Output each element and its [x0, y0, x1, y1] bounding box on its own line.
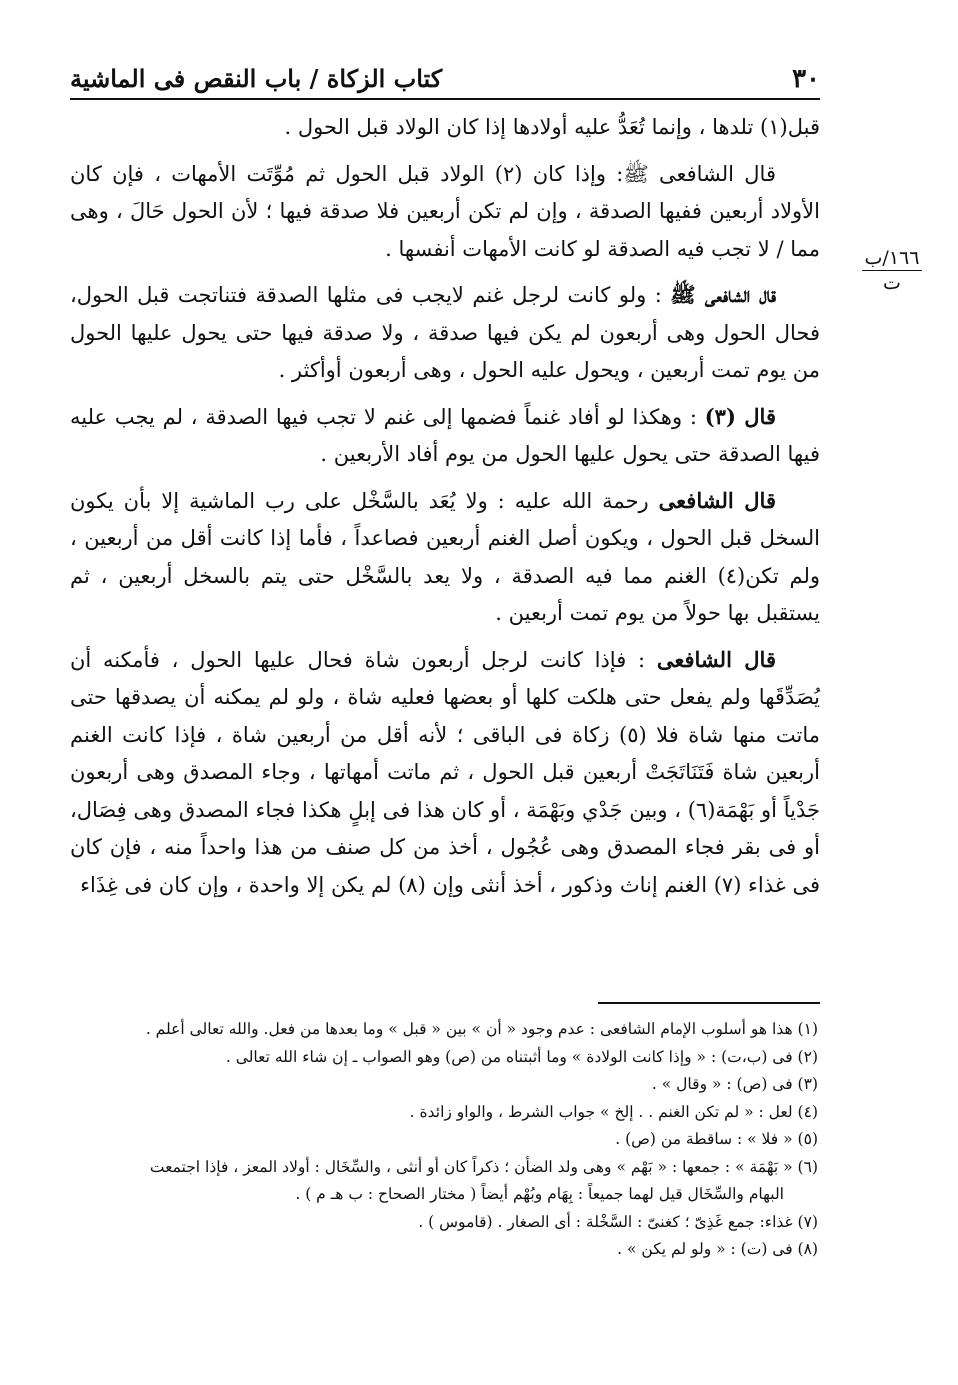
- footnote: (٣) فى (ص) : « وقال » .: [651, 1075, 818, 1093]
- running-title: كتاب الزكاة / باب النقص فى الماشية: [70, 64, 443, 93]
- paragraph: [70, 641, 820, 905]
- paragraph-lead: قال الشافعى: [656, 646, 776, 672]
- paragraph-text: : فإذا كانت لرجل أربعون شاة فحال عليها الحول ، فأمكنه أن يُصَدِّقَها ولم يفعل حتى هلكت كلها أو بعضها فعليه شاة ، ولو لم يمكنه أن يصدقها حتى ماتت منها شاة فلا (٥) زكاة فى الباقى ؛ لأنه أقل من أربعين شاة ، فإذا كانت الغنم أربعين شاة فَتَنَاتَجَتْ أربعين قبل الحول ، ثم ماتت أمهاتها ، وجاء المصدق وهى أربعون جَدْياً أو بَهْمَة(٦) ، وبين جَدْي وبَهْمَة ، أو كان هذا فى إبلٍ هكذا فجاء المصدق وهى فِصَال، أو فى بقر فجاء المصدق وهى عُجُول ، أخذ من كل صنف من هذا واحداً منه ، فإن كان فى غذاء (٧) الغنم إناث وذكور ، أخذ أنثى وإن (٨) لم يكن إلا واحدة ، وإن كان فى غِذَاء: [70, 647, 820, 897]
- paragraph-text: قبل(١) تلدها ، وإنما تُعَدُّ عليه أولادها إذا كان الولاد قبل الحول .: [284, 115, 820, 139]
- header-rule: [70, 98, 820, 100]
- footnote: (٨) فى (ت) : « ولو لم يكن » .: [617, 1240, 818, 1258]
- running-header: [70, 58, 820, 98]
- footnotes: [70, 1016, 820, 1264]
- manuscript-folio-marker: [862, 248, 922, 293]
- footnote: (٥) « فلا » : ساقطة من (ص) .: [615, 1130, 818, 1148]
- manuscript-siglum: ت: [883, 272, 901, 294]
- footnote: (٤) لعل : « لم تكن الغنم . . إلخ » جواب الشرط ، والواو زائدة .: [409, 1102, 818, 1121]
- paragraph-text: : وهكذا لو أفاد غنماً فضمها إلى غنم لا تجب فيها الصدقة ، لم يجب عليه فيها الصدقة حتى يحول عليها الحول من يوم أفاد الأربعين .: [70, 404, 820, 466]
- footnote: (٢) فى (ب،ت) : « وإذا كانت الولادة » وما أثبتناه من (ص) وهو الصواب ـ إن شاء الله تعالى .: [225, 1047, 818, 1066]
- paragraph-text: قال الشافعى ﷺ: وإذا كان (٢) الولاد قبل الحول ثم مُوِّتَت الأمهات ، فإن كان الأولاد أربعين ففيها الصدقة ، وإن لم تكن أربعين فلا صدقة فيها ؛ لأن الحول حَالَ ، وهى مما / لا تجب فيه الصدقة لو كانت الأمهات أنفسها .: [70, 161, 820, 261]
- paragraph: [70, 398, 820, 474]
- folio-number: ١٦٦/ب: [862, 248, 922, 271]
- paragraph-lead: قال الشافعى ﷺ: [670, 282, 776, 307]
- paragraph-lead: قال الشافعى: [658, 487, 776, 513]
- paragraph: [70, 482, 820, 633]
- footnote-rule: [598, 1002, 820, 1004]
- main-text: [70, 108, 820, 912]
- footnote-continuation: البهام والسِّخَال قيل لهما جميعاً : بِهَام وبُهْم أيضاً ( مختار الصحاح : ب هـ م ) .: [295, 1185, 784, 1203]
- footnote: (٧) غذاء: جمع غَذِىّ ؛ كغنىّ : السَّخْلة : أى الصغار . (قاموس ) .: [418, 1212, 818, 1231]
- paragraph: [70, 108, 820, 147]
- paragraph: [70, 276, 820, 390]
- paragraph-text: رحمة الله عليه : ولا يُعَد بالسَّخْل على رب الماشية إلا بأن يكون السخل قبل الحول ، ويكون أصل الغنم أربعين فصاعداً ، فأما إذا كانت أقل من أربعين ، ولم تكن(٤) الغنم مما فيه الصدقة ، ولا يعد بالسَّخْل حتى يتم بالسخل أربعين ، ثم يستقبل بها حولاً من يوم تمت أربعين .: [70, 488, 820, 625]
- paragraph-lead: قال (٣): [704, 403, 776, 429]
- footnote: (٦) « بَهْمَة » : جمعها : « بَهْم » وهى ولد الضأن ؛ ذكراً كان أو أنثى ، والسِّخَال : أولاد المعز ، فإذا اجتمعت: [149, 1157, 818, 1176]
- paragraph: [70, 155, 820, 269]
- page-number: ٣٠: [792, 64, 820, 94]
- paragraph-text: : ولو كانت لرجل غنم لايجب فى مثلها الصدقة فتناتجت قبل الحول، فحال الحول وهى أربعون لم يكن فيها صدقة ، ولا صدقة فيها حتى يحول عليها الحول من يوم تمت أربعين ، ويحول عليه الحول ، وهى أربعون أوأكثر .: [70, 283, 820, 382]
- footnote: (١) هذا هو أسلوب الإمام الشافعى : عدم وجود « أن » بين « قبل » وما بعدها من فعل. والله تعالى أعلم .: [145, 1020, 818, 1038]
